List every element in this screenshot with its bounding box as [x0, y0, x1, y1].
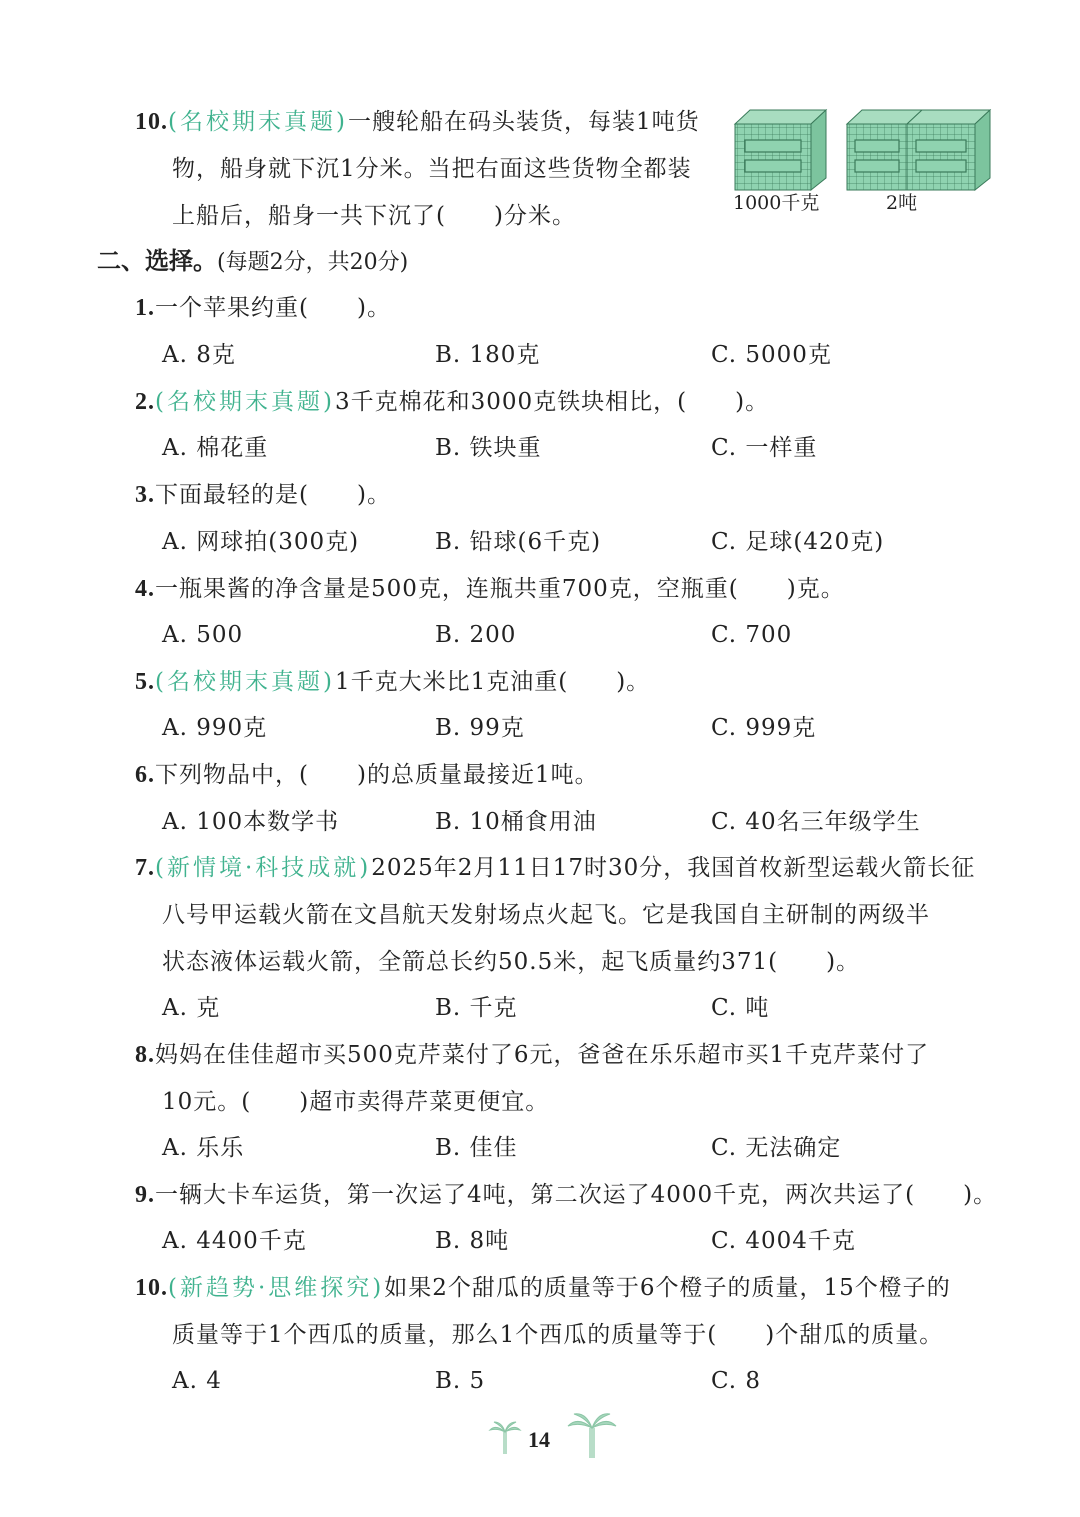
source-tag: (名校期末真题): [168, 109, 348, 135]
question-number: 5.: [135, 669, 155, 695]
question-6: [135, 759, 599, 791]
section-title: 二、选择。: [97, 246, 217, 275]
palm-tree-left-icon: [488, 1420, 522, 1456]
option-c[interactable]: C. 40名三年级学生: [711, 809, 921, 835]
question-3: [135, 479, 391, 511]
q10-fill-line2: 物，船身就下沉1分米。当把右面这些货物全都装: [172, 156, 692, 182]
question-number: 9.: [135, 1182, 155, 1208]
question-text: 一艘轮船在码头装货，每装1吨货: [347, 109, 700, 135]
question-number: 2.: [135, 389, 155, 415]
question-number: 6.: [135, 762, 155, 788]
option-a[interactable]: A. 4400千克: [162, 1228, 307, 1254]
option-b[interactable]: B. 99克: [435, 715, 525, 741]
option-b[interactable]: B. 10桶食用油: [435, 809, 597, 835]
option-a[interactable]: A. 棉花重: [162, 435, 269, 461]
q10-fill-line1: [135, 106, 700, 138]
question-10: [135, 1272, 951, 1304]
option-b[interactable]: B. 180克: [435, 342, 541, 368]
option-b[interactable]: B. 铅球(6千克): [435, 529, 602, 555]
option-a[interactable]: A. 100本数学书: [162, 809, 340, 835]
option-a[interactable]: A. 500: [162, 622, 244, 648]
question-text: 下列物品中，( )的总质量最接近1吨。: [155, 762, 599, 788]
question-number: 7.: [135, 855, 155, 881]
source-tag: (新情境·科技成就): [155, 855, 372, 881]
question-7: [135, 852, 975, 884]
question-text: 下面最轻的是( )。: [155, 482, 391, 508]
question-number: 4.: [135, 576, 155, 602]
question-1: [135, 292, 391, 324]
cargo-illustration: [730, 106, 1000, 196]
question-4: [135, 573, 845, 605]
question-2: [135, 386, 769, 418]
option-c[interactable]: C. 8: [711, 1368, 762, 1394]
source-tag: (名校期末真题): [155, 669, 335, 695]
option-c[interactable]: C. 999克: [711, 715, 817, 741]
option-b[interactable]: B. 千克: [435, 995, 518, 1021]
question-7-line3: 状态液体运载火箭，全箭总长约50.5米，起飞质量约371( )。: [162, 949, 861, 975]
page-number: 14: [528, 1427, 550, 1452]
question-number: 10.: [135, 1275, 168, 1301]
question-text: 一个苹果约重( )。: [155, 295, 391, 321]
option-a[interactable]: A. 乐乐: [162, 1135, 245, 1161]
question-number: 3.: [135, 482, 155, 508]
crate-1000kg: [735, 110, 826, 190]
cargo-label-1: 1000千克: [733, 192, 820, 214]
option-c[interactable]: C. 足球(420克): [711, 529, 885, 555]
q10-fill-line3: 上船后，船身一共下沉了( )分米。: [172, 203, 576, 229]
question-8: [135, 1039, 929, 1071]
section-subtitle: (每题2分，共20分): [217, 250, 409, 275]
question-number: 10.: [135, 109, 168, 135]
option-a[interactable]: A. 网球拍(300克): [162, 529, 360, 555]
question-9: [135, 1179, 997, 1211]
question-text: 一辆大卡车运货，第一次运了4吨，第二次运了4000千克，两次共运了( )。: [155, 1182, 998, 1208]
question-text: 3千克棉花和3000克铁块相比，( )。: [334, 389, 770, 415]
option-c[interactable]: C. 4004千克: [711, 1228, 856, 1254]
question-number: 1.: [135, 295, 155, 321]
option-c[interactable]: C. 吨: [711, 995, 770, 1021]
option-c[interactable]: C. 5000克: [711, 342, 832, 368]
question-8-line2: 10元。( )超市卖得芹菜更便宜。: [162, 1089, 550, 1115]
source-tag: (新趋势·思维探究): [168, 1275, 385, 1301]
option-c[interactable]: C. 无法确定: [711, 1135, 842, 1161]
question-text: 2025年2月11日17时30分，我国首枚新型运载火箭长征: [371, 855, 976, 881]
question-5: [135, 666, 650, 698]
crate-2t-b: [907, 110, 990, 190]
option-b[interactable]: B. 5: [435, 1368, 486, 1394]
option-b[interactable]: B. 佳佳: [435, 1135, 518, 1161]
question-number: 8.: [135, 1042, 155, 1068]
option-b[interactable]: B. 200: [435, 622, 517, 648]
option-c[interactable]: C. 700: [711, 622, 793, 648]
option-a[interactable]: A. 4: [172, 1368, 222, 1394]
question-text: 妈妈在佳佳超市买500克芹菜付了6元，爸爸在乐乐超市买1千克芹菜付了: [155, 1042, 930, 1068]
option-a[interactable]: A. 990克: [162, 715, 268, 741]
section-heading: [97, 245, 408, 279]
palm-tree-right-icon: [566, 1412, 618, 1460]
option-b[interactable]: B. 铁块重: [435, 435, 542, 461]
question-10-line2: 质量等于1个西瓜的质量，那么1个西瓜的质量等于( )个甜瓜的质量。: [172, 1322, 944, 1348]
question-7-line2: 八号甲运载火箭在文昌航天发射场点火起飞。它是我国自主研制的两级半: [162, 902, 930, 928]
option-b[interactable]: B. 8吨: [435, 1228, 510, 1254]
option-c[interactable]: C. 一样重: [711, 435, 818, 461]
option-a[interactable]: A. 克: [162, 995, 221, 1021]
source-tag: (名校期末真题): [155, 389, 335, 415]
question-text: 1千克大米比1克油重( )。: [334, 669, 651, 695]
question-text: 一瓶果酱的净含量是500克，连瓶共重700克，空瓶重( )克。: [155, 576, 845, 602]
question-text: 如果2个甜瓜的质量等于6个橙子的质量，15个橙子的: [384, 1275, 951, 1301]
cargo-label-2: 2吨: [886, 192, 918, 214]
option-a[interactable]: A. 8克: [162, 342, 236, 368]
